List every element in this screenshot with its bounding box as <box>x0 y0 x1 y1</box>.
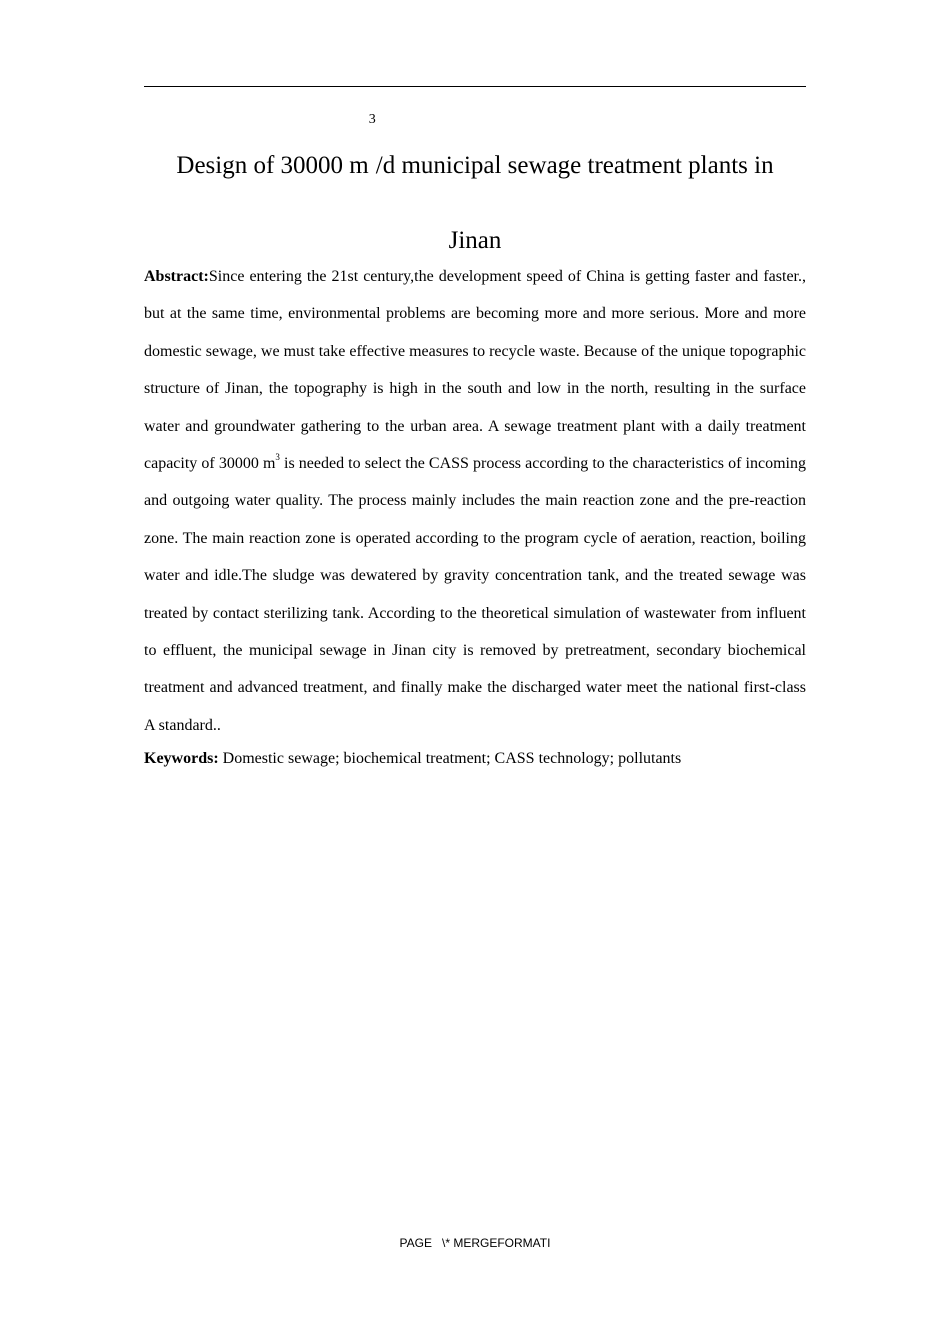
page-footer-field: PAGE \* MERGEFORMATI <box>399 1236 551 1250</box>
title-part2: /d municipal sewage treatment plants in <box>375 152 774 179</box>
abstract-text-part2: is needed to select the CASS process according to the characteristics of incoming and outgoing water quality. The process mainly includes the main reaction zone and the pre-reaction zone. The main reaction zone is operated according to the program cycle of aeration, reaction, boiling water and idle.The sludge was dewatered by gravity concentration tank, and the treated sewage was treated by contact sterilizing tank. According to the theoretical simulation of wastewater from influent to effluent, the municipal sewage in Jinan city is removed by pretreatment, secondary biochemical treatment and advanced treatment, and finally make the discharged water meet the national first-class A standard.. <box>144 455 806 734</box>
abstract-text-part1: Since entering the 21st century,the development speed of China is getting faster and faster., but at the same time, environmental problems are becoming more and more serious. More and more domestic sewage, we must take effective measures to recycle waste. Because of the unique topographic structure of Jinan, the topography is high in the south and low in the north, resulting in the surface water and groundwater gathering to the urban area. A sewage treatment plant with a daily treatment capacity of 30000 m <box>144 268 806 473</box>
keywords-label: Keywords: <box>144 750 219 767</box>
document-title <box>144 112 806 278</box>
keywords-text: Domestic sewage; biochemical treatment; CASS technology; pollutants <box>218 750 682 767</box>
keywords-paragraph <box>144 746 806 772</box>
abstract-paragraph <box>144 258 806 744</box>
title-line-1 <box>144 112 806 203</box>
title-part1: Design of 30000 m <box>176 152 369 179</box>
title-superscript: 3 <box>368 112 376 127</box>
title-line-2: Jinan <box>448 227 502 254</box>
abstract-superscript: 3 <box>275 451 280 462</box>
abstract-label: Abstract: <box>144 268 209 285</box>
header-rule <box>144 86 806 87</box>
